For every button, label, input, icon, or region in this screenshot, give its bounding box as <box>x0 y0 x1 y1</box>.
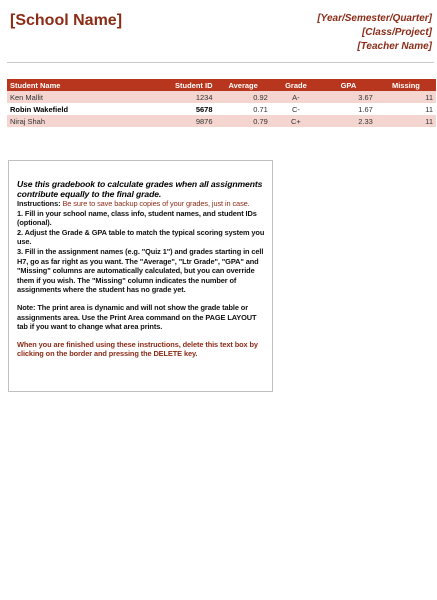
missing-cell[interactable]: 11 <box>376 103 436 115</box>
instruction-step-3: 3. Fill in the assignment names (e.g. "Quiz 1") and grades starting in cell H7, go as far right as you want. The "Average", "Ltr Grade", "GPA" and "Missing" columns are automatically calculated, but you can override them if you wish. The "Missing" column indicates the number of assignments where the student has no grade yet. <box>17 246 264 295</box>
grade-cell[interactable]: C- <box>271 103 321 115</box>
table-header-row <box>7 79 436 91</box>
instructions-text-box[interactable] <box>8 160 273 392</box>
table-row <box>7 115 436 127</box>
gpa-cell[interactable]: 3.67 <box>321 91 376 103</box>
column-header-gpa[interactable]: GPA <box>321 79 376 91</box>
student-name-cell[interactable]: Niraj Shah <box>7 115 160 127</box>
instruction-step-2: 2. Adjust the Grade & GPA table to match the typical scoring system you use. <box>17 227 265 247</box>
column-header-grade[interactable]: Grade <box>271 79 321 91</box>
average-cell[interactable]: 0.92 <box>216 91 271 103</box>
period-field[interactable]: [Year/Semester/Quarter] <box>317 13 432 24</box>
print-area-note: Note: The print area is dynamic and will not show the grade table or assignments area. Use the Print Area command on the PAGE LAYOUT tab if you want to change what area prints. <box>17 302 257 332</box>
column-header-average[interactable]: Average <box>216 79 271 91</box>
table-row <box>7 91 436 103</box>
average-cell[interactable]: 0.71 <box>216 103 271 115</box>
teacher-field[interactable]: [Teacher Name] <box>357 41 432 52</box>
instruction-step-1: 1. Fill in your school name, class info, student names, and student IDs (optional). <box>17 208 257 228</box>
gpa-cell[interactable]: 1.67 <box>321 103 376 115</box>
spacer <box>17 295 266 303</box>
grade-cell[interactable]: A- <box>271 91 321 103</box>
grades-table <box>7 79 436 127</box>
student-id-cell[interactable]: 1234 <box>160 91 216 103</box>
column-header-missing[interactable]: Missing <box>376 79 436 91</box>
student-id-cell[interactable]: 5678 <box>160 103 216 115</box>
column-header-student-name[interactable]: Student Name <box>7 79 160 91</box>
class-info <box>317 12 432 54</box>
instructions-heading: Use this gradebook to calculate grades when all assignments contribute equally to the final grade. <box>17 179 263 199</box>
column-header-student-id[interactable]: Student ID <box>160 79 216 91</box>
delete-instructions-note: When you are finished using these instructions, delete this text box by clicking on the border and pressing the DELETE key. <box>17 339 258 359</box>
grade-cell[interactable]: C+ <box>271 115 321 127</box>
instructions-label: Instructions: <box>17 199 61 208</box>
gpa-cell[interactable]: 2.33 <box>321 115 376 127</box>
student-id-cell[interactable]: 9876 <box>160 115 216 127</box>
student-name-cell[interactable]: Robin Wakefield <box>7 103 160 115</box>
missing-cell[interactable]: 11 <box>376 115 436 127</box>
backup-note: Be sure to save backup copies of your grades, just in case. <box>62 199 250 208</box>
table-row <box>7 103 436 115</box>
header-divider <box>7 62 434 63</box>
average-cell[interactable]: 0.79 <box>216 115 271 127</box>
spacer <box>17 332 266 340</box>
class-field[interactable]: [Class/Project] <box>361 27 432 38</box>
missing-cell[interactable]: 11 <box>376 91 436 103</box>
student-name-cell[interactable]: Ken Mallit <box>7 91 160 103</box>
school-name[interactable]: [School Name] <box>10 12 123 29</box>
